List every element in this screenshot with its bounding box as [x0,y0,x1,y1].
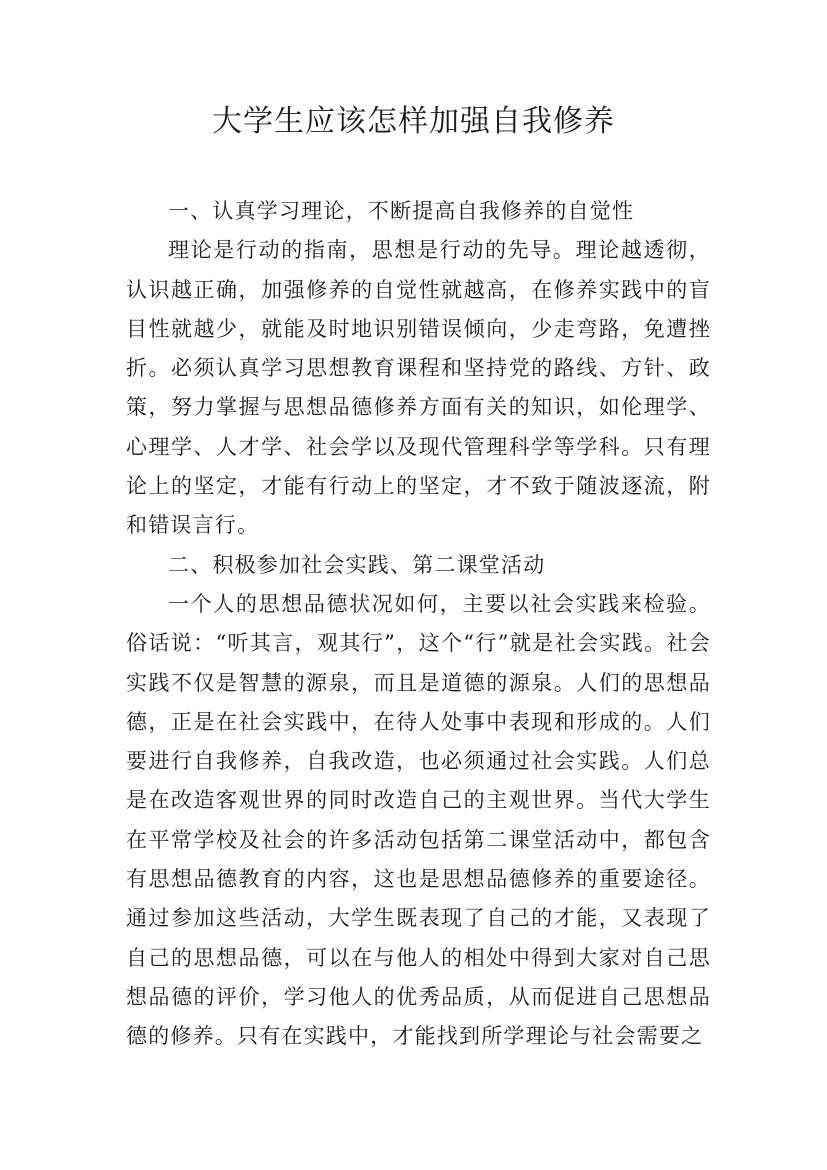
document-title: 大学生应该怎样加强自我修养 [212,104,615,139]
section-paragraph-1: 理论是行动的指南，思想是行动的先导。理论越透彻，认识越正确，加强修养的自觉性就越高，在修养实践中的盲目性就越少，就能及时地识别错误倾向，少走弯路，免遭挫折。必须认真学习思想教育课程和坚持党的路线、方针、政策，努力掌握与思想品德修养方面有关的知识，如伦理学、心理学、人才学、社会学以及现代管理科学等学科。只有理论上的坚定，才能有行动上的坚定，才不致于随波逐流，附和错误言行。 [126,238,711,538]
document-body [126,192,711,1057]
section-heading-1: 一、认真学习理论，不断提高自我修养的自觉性 [168,199,635,223]
section-paragraph-2: 一个人的思想品德状况如何，主要以社会实践来检验。俗话说：“听其言，观其行”，这个“行”就是社会实践。社会实践不仅是智慧的源泉，而且是道德的源泉。人们的思想品德，正是在社会实践中，在待人处事中表现和形成的。人们要进行自我修养，自我改造，也必须通过社会实践。人们总是在改造客观世界的同时改造自己的主观世界。当代大学生在平常学校及社会的许多活动包括第二课堂活动中，都包含有思想品德教育的内容，这也是思想品德修养的重要途径。通过参加这些活动，大学生既表现了自己的才能，又表现了自己的思想品德，可以在与他人的相处中得到大家对自己思想品德的评价，学习他人的优秀品质，从而促进自己思想品德的修养。只有在实践中，才能找到所学理论与社会需要之 [126,591,711,1049]
section-heading-2: 二、积极参加社会实践、第二课堂活动 [168,552,546,577]
